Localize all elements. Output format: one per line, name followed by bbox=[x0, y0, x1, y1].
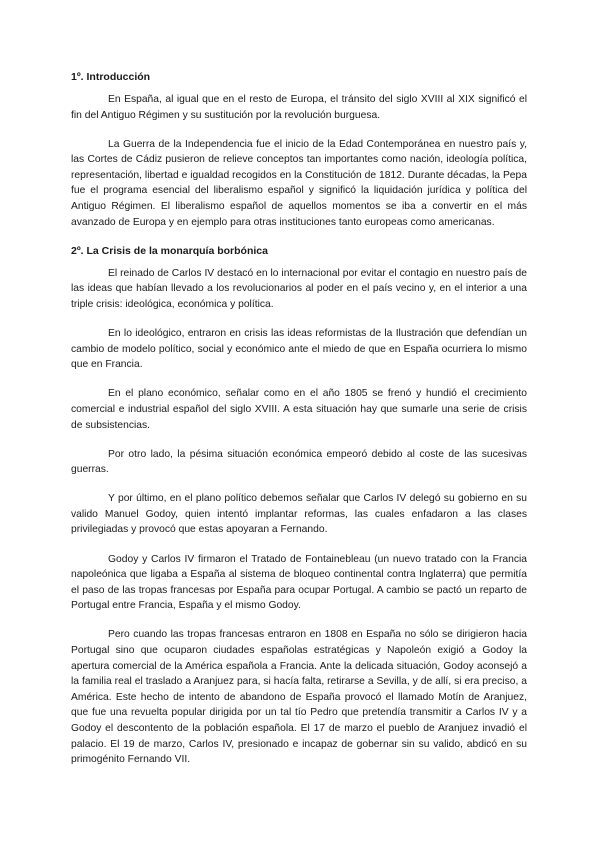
section-2-paragraph-1: El reinado de Carlos IV destacó en lo internacional por evitar el contagio en nuestro país de las ideas que habían llevado a los revolucionarios al poder en el país vecino y, en el interior a una triple crisis: ideológica, económica y política. bbox=[71, 267, 527, 310]
section-1-paragraph-2: La Guerra de la Independencia fue el inicio de la Edad Contemporánea en nuestro país y, las Cortes de Cádiz pusieron de relieve conceptos tan importantes como nación, ideología política, representación, libertad e igualdad recogidos en la Constitución de 1812. Durante décadas, la Pepa fue el programa esencial del liberalismo español y significó la liquidación jurídica y política del Antiguo Régimen. El liberalismo español de aquellos momentos se iba a convertir en el más avanzado de Europa y en ejemplo para otras instituciones tanto europeas como americanas. bbox=[71, 138, 527, 228]
section-2-paragraph-4: Por otro lado, la pésima situación económica empeoró debido al coste de las sucesivas guerras. bbox=[71, 448, 527, 476]
section-2-paragraph-7: Pero cuando las tropas francesas entraron en 1808 en España no sólo se dirigieron hacia Portugal sino que ocuparon ciudades españolas estratégicas y Napoleón exigió a Godoy la apertura comercial de la América española a Francia. Ante la delicada situación, Godoy aconsejó a la familia real el traslado a Aranjuez para, si hacía falta, retirarse a Sevilla, y de allí, si era preciso, a América. Este hecho de intento de abandono de España provocó el llamado Motín de Aranjuez, que fue una revuelta popular dirigida por un tal tío Pedro que pretendía transmitir a Carlos IV y a Godoy el descontento de la población española. El 17 de marzo el pueblo de Aranjuez invadió el palacio. El 19 de marzo, Carlos IV, presionado e incapaz de gobernar sin su valido, abdicó en su primogénito Fernando VII. bbox=[71, 629, 527, 766]
section-2-paragraph-3: En el plano económico, señalar como en el año 1805 se frenó y hundió el crecimiento comercial e industrial español del siglo XVIII. A esta situación hay que sumarle una serie de crisis de subsistencias. bbox=[71, 388, 527, 431]
section-2-paragraph-5: Y por último, en el plano político debemos señalar que Carlos IV delegó su gobierno en su valido Manuel Godoy, quien intentó implantar reformas, las cuales enfadaron a las clases privilegiadas y provocó que estas apoyaran a Fernando. bbox=[71, 493, 527, 536]
section-2-paragraph-2: En lo ideológico, entraron en crisis las ideas reformistas de la Ilustración que defendían un cambio de modelo político, social y económico ante el miedo de que en España ocurriera lo mismo que en Francia. bbox=[71, 328, 527, 371]
section-2-heading: 2º. La Crisis de la monarquía borbónica bbox=[71, 244, 268, 257]
section-2-paragraph-6: Godoy y Carlos IV firmaron el Tratado de Fontainebleau (un nuevo tratado con la Francia napoleónica que ligaba a España al sistema de bloqueo continental contra Inglaterra) que permitía el paso de las tropas francesas por España para ocupar Portugal. A cambio se pactó un reparto de Portugal entre Francia, España y el mismo Godoy. bbox=[71, 553, 527, 612]
section-1-paragraph-1: En España, al igual que en el resto de Europa, el tránsito del siglo XVIII al XIX significó el fin del Antiguo Régimen y su sustitución por la revolución burguesa. bbox=[71, 94, 527, 121]
document-page bbox=[71, 70, 527, 781]
section-1-heading: 1º. Introducción bbox=[71, 71, 151, 83]
